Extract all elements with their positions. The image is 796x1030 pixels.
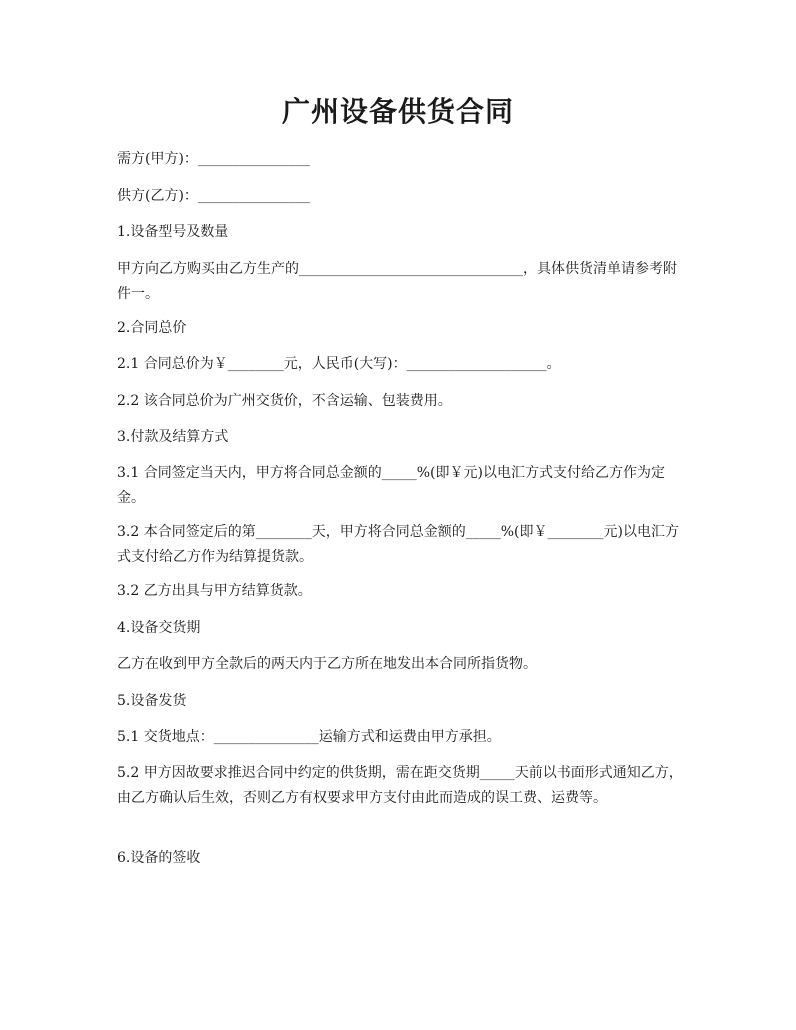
section-4-paragraph: 乙方在收到甲方全款后的两天内于乙方所在地发出本合同所指货物。 xyxy=(117,656,537,672)
supplier-party-line: 供方(乙方)：________________ xyxy=(117,188,310,204)
clause-3-1: 3.1 合同签定当天内，甲方将合同总金额的_____%(即￥元)以电汇方式支付给乙方作为定金。 xyxy=(117,465,665,506)
clause-5-2: 5.2 甲方因故要求推迟合同中约定的供货期，需在距交货期_____天前以书面形式通知乙方，由乙方确认后生效，否则乙方有权要求甲方支付由此而造成的误工费、运费等。 xyxy=(117,765,683,806)
clause-5-1: 5.1 交货地点：_______________运输方式和运费由甲方承担。 xyxy=(117,729,501,745)
section-5-heading: 5.设备发货 xyxy=(117,693,187,709)
clause-2-2: 2.2 该合同总价为广州交货价，不含运输、包装费用。 xyxy=(117,393,452,409)
section-3-heading: 3.付款及结算方式 xyxy=(117,429,229,445)
document-title: 广州设备供货合同 xyxy=(281,95,514,128)
section-4-heading: 4.设备交货期 xyxy=(117,620,201,636)
section-6-heading: 6.设备的签收 xyxy=(117,850,201,866)
clause-3-2-b: 3.2 乙方出具与甲方结算货款。 xyxy=(117,583,312,599)
section-1-paragraph: 甲方向乙方购买由乙方生产的________________________________，具体供货清单请参考附件一。 xyxy=(117,261,677,302)
clause-2-1: 2.1 合同总价为￥________元，人民币(大写)：____________________。 xyxy=(117,356,561,372)
clause-3-2-a: 3.2 本合同签定后的第________天，甲方将合同总金额的_____%(即￥________元)以电汇方式支付给乙方作为结算提货款。 xyxy=(117,524,679,565)
buyer-party-line: 需方(甲方)：________________ xyxy=(117,151,310,167)
section-1-heading: 1.设备型号及数量 xyxy=(117,224,229,240)
section-2-heading: 2.合同总价 xyxy=(117,320,187,336)
